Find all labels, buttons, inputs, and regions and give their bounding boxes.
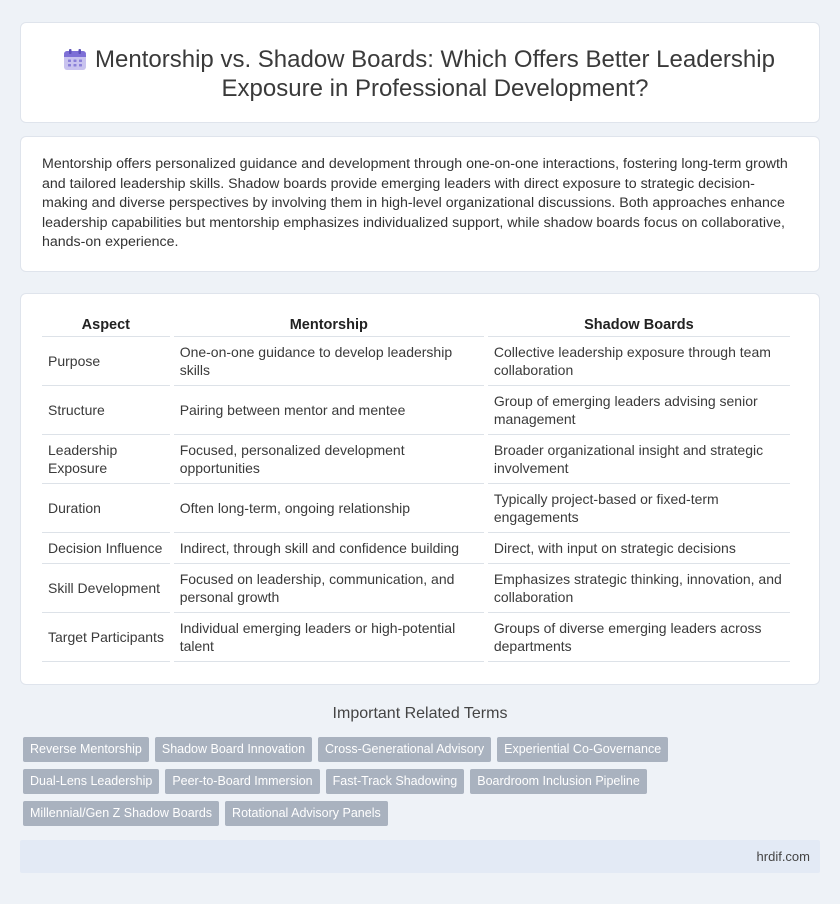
related-terms-list	[23, 737, 813, 833]
table-row	[42, 533, 790, 564]
page-title: Mentorship vs. Shadow Boards: Which Offers Better Leadership Exposure in Professional Development?	[95, 46, 775, 102]
cell-mentorship: One-on-one guidance to develop leadership skills	[174, 337, 484, 386]
table-row	[42, 435, 790, 484]
cell-mentorship: Individual emerging leaders or high-potential talent	[174, 613, 484, 662]
cell-aspect: Leadership Exposure	[42, 435, 170, 484]
cell-shadow-boards: Collective leadership exposure through team collaboration	[488, 337, 790, 386]
footer-site-link[interactable]: hrdif.com	[756, 849, 810, 864]
related-term-tag[interactable]: Peer-to-Board Immersion	[165, 769, 319, 794]
intro-paragraph: Mentorship offers personalized guidance and development through one-on-one interactions, fostering long-term growth and tailored leadership skills. Shadow boards provide emerging leaders with direct exposure to strategic decision-making and diverse perspectives by involving them in high-level organizational discussions. Both approaches enhance leadership capabilities but mentorship emphasizes individualized support, while shadow boards focus on collaborative, hands-on experience.	[42, 156, 788, 251]
related-term-tag[interactable]: Shadow Board Innovation	[155, 737, 312, 762]
cell-shadow-boards: Group of emerging leaders advising senior management	[488, 386, 790, 435]
table-row	[42, 484, 790, 533]
comparison-table	[38, 315, 794, 662]
header-aspect: Aspect	[42, 315, 170, 337]
related-terms-heading: Important Related Terms	[332, 705, 508, 722]
table-row	[42, 386, 790, 435]
cell-shadow-boards: Broader organizational insight and strategic involvement	[488, 435, 790, 484]
table-row	[42, 564, 790, 613]
header-mentorship: Mentorship	[174, 315, 484, 337]
related-term-tag[interactable]: Cross-Generational Advisory	[318, 737, 491, 762]
related-term-tag[interactable]: Dual-Lens Leadership	[23, 769, 159, 794]
related-term-tag[interactable]: Experiential Co-Governance	[497, 737, 668, 762]
cell-mentorship: Pairing between mentor and mentee	[174, 386, 484, 435]
comparison-table-card	[20, 293, 820, 685]
header-shadow-boards: Shadow Boards	[488, 315, 790, 337]
intro-card	[20, 136, 820, 272]
cell-aspect: Skill Development	[42, 564, 170, 613]
cell-mentorship: Often long-term, ongoing relationship	[174, 484, 484, 533]
cell-shadow-boards: Direct, with input on strategic decisions	[488, 533, 790, 564]
related-term-tag[interactable]: Rotational Advisory Panels	[225, 801, 388, 826]
cell-mentorship: Focused, personalized development opportunities	[174, 435, 484, 484]
related-term-tag[interactable]: Boardroom Inclusion Pipeline	[470, 769, 647, 794]
table-row	[42, 337, 790, 386]
cell-shadow-boards: Groups of diverse emerging leaders across departments	[488, 613, 790, 662]
related-term-tag[interactable]: Fast-Track Shadowing	[326, 769, 465, 794]
cell-aspect: Purpose	[42, 337, 170, 386]
title-card	[20, 22, 820, 123]
cell-shadow-boards: Typically project-based or fixed-term engagements	[488, 484, 790, 533]
cell-aspect: Target Participants	[42, 613, 170, 662]
cell-mentorship: Focused on leadership, communication, and personal growth	[174, 564, 484, 613]
cell-aspect: Decision Influence	[42, 533, 170, 564]
cell-mentorship: Indirect, through skill and confidence building	[174, 533, 484, 564]
cell-aspect: Structure	[42, 386, 170, 435]
table-header-row	[42, 315, 790, 337]
cell-shadow-boards: Emphasizes strategic thinking, innovation, and collaboration	[488, 564, 790, 613]
related-term-tag[interactable]: Reverse Mentorship	[23, 737, 149, 762]
related-term-tag[interactable]: Millennial/Gen Z Shadow Boards	[23, 801, 219, 826]
footer-bar	[20, 840, 820, 873]
table-row	[42, 613, 790, 662]
cell-aspect: Duration	[42, 484, 170, 533]
